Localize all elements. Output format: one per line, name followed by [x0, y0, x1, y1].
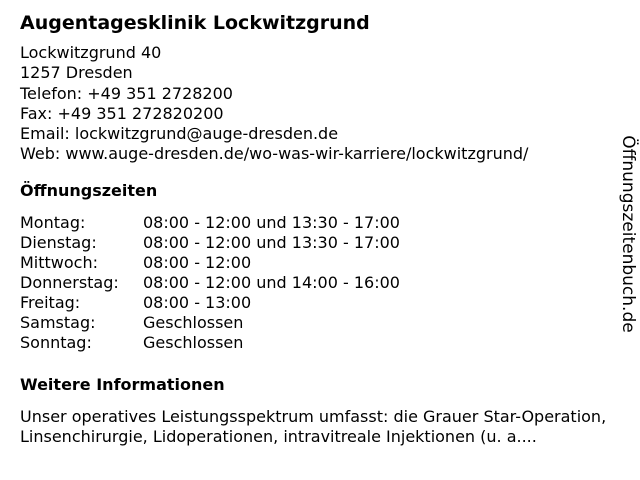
hours-row-monday [20, 213, 620, 233]
hours-day: Freitag: [20, 292, 81, 312]
hours-time: 08:00 - 12:00 und 13:30 - 17:00 [143, 212, 400, 232]
street-address: Lockwitzgrund 40 [20, 43, 162, 62]
hours-time: 08:00 - 12:00 [143, 252, 252, 272]
hours-time: 08:00 - 12:00 und 14:00 - 16:00 [143, 272, 400, 292]
hours-day: Dienstag: [20, 232, 97, 252]
watermark-text: Öffnungszeitenbuch.de [618, 135, 638, 333]
hours-row-wednesday [20, 253, 620, 273]
city-address: 1257 Dresden [20, 63, 133, 83]
hours-day: Sonntag: [20, 332, 92, 352]
phone-number: Telefon: +49 351 2728200 [20, 83, 233, 103]
website-address: Web: www.auge-dresden.de/wo-was-wir-karriere/lockwitzgrund/ [20, 144, 529, 164]
contact-block [20, 43, 620, 165]
clinic-page [20, 10, 620, 447]
opening-hours-table [20, 213, 620, 353]
hours-row-thursday [20, 273, 620, 293]
hours-row-sunday [20, 333, 620, 353]
hours-row-saturday [20, 313, 620, 333]
more-info-heading: Weitere Informationen [20, 374, 225, 394]
hours-time: Geschlossen [143, 312, 244, 332]
opening-hours-heading: Öffnungszeiten [20, 180, 158, 200]
hours-day: Donnerstag: [20, 272, 119, 292]
hours-time: 08:00 - 13:00 [143, 292, 252, 312]
hours-time: Geschlossen [143, 332, 244, 352]
hours-day: Montag: [20, 212, 86, 232]
fax-number: Fax: +49 351 272820200 [20, 103, 224, 123]
hours-row-tuesday [20, 233, 620, 253]
email-address: Email: lockwitzgrund@auge-dresden.de [20, 124, 339, 144]
more-info-text: Unser operatives Leistungsspektrum umfasst: die Grauer Star-Operation, Linsenchirurgie, Lidoperationen, intravitreale Injektionen (u. a.... [20, 406, 607, 446]
hours-time: 08:00 - 12:00 und 13:30 - 17:00 [143, 232, 400, 252]
hours-day: Mittwoch: [20, 252, 98, 272]
clinic-name: Augentagesklinik Lockwitzgrund [20, 12, 370, 34]
hours-row-friday [20, 293, 620, 313]
hours-day: Samstag: [20, 312, 96, 332]
